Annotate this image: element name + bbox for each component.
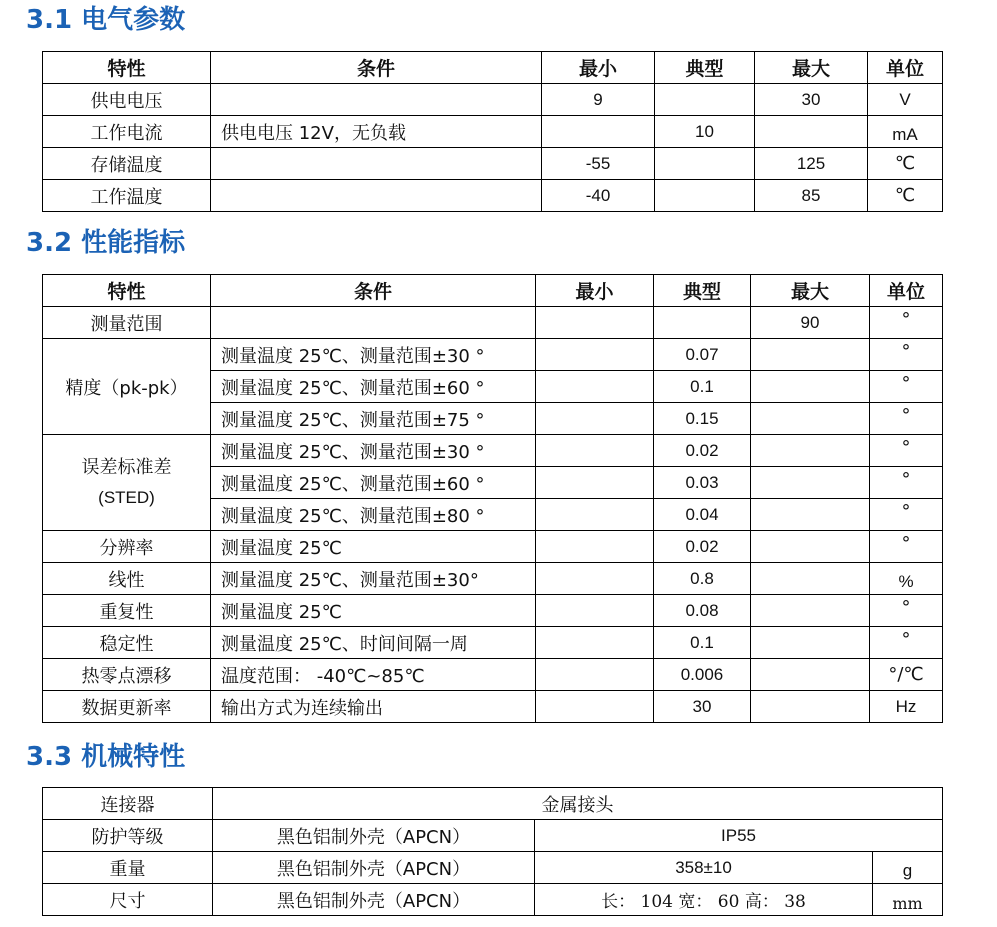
- cell-max: 90: [751, 307, 870, 339]
- cell-condition: 测量温度 25℃、测量范围±30°: [211, 563, 536, 595]
- cell-max: [751, 563, 870, 595]
- cell-unit: %: [870, 563, 943, 595]
- performance-table: [42, 274, 943, 723]
- cell-unit: °: [870, 339, 943, 371]
- cell-value: IP55: [535, 820, 943, 852]
- cell-condition: 温度范围： -40℃~85℃: [211, 659, 536, 691]
- header-max: 最大: [755, 52, 868, 84]
- cell-value: 长： 104 宽： 60 高： 38: [535, 884, 873, 916]
- cell-typ: 10: [655, 116, 755, 148]
- cell-unit: g: [873, 852, 943, 884]
- header-unit: 单位: [870, 275, 943, 307]
- cell-typ: [654, 307, 751, 339]
- cell-typ: [655, 180, 755, 212]
- cell-name: 线性: [43, 563, 211, 595]
- cell-max: [751, 467, 870, 499]
- cell-condition: 黑色铝制外壳（APCN）: [213, 852, 535, 884]
- cell-typ: 0.02: [654, 531, 751, 563]
- cell-max: [755, 116, 868, 148]
- electrical-params-table: [42, 51, 943, 212]
- table-row: [43, 627, 943, 659]
- cell-max: 30: [755, 84, 868, 116]
- table-row: [43, 180, 943, 212]
- cell-min: [536, 595, 654, 627]
- cell-name: 重量: [43, 852, 213, 884]
- cell-name: 分辨率: [43, 531, 211, 563]
- cell-typ: 0.04: [654, 499, 751, 531]
- cell-typ: 0.8: [654, 563, 751, 595]
- cell-min: [536, 691, 654, 723]
- table-row: [43, 884, 943, 916]
- stdev-name-line1: 误差标准差: [81, 456, 172, 478]
- table-row: [43, 148, 943, 180]
- cell-unit: °/℃: [870, 659, 943, 691]
- header-min: 最小: [536, 275, 654, 307]
- cell-name: 工作电流: [43, 116, 211, 148]
- cell-condition: 黑色铝制外壳（APCN）: [213, 820, 535, 852]
- cell-max: [751, 371, 870, 403]
- cell-unit: ℃: [868, 180, 943, 212]
- table-row: [43, 788, 943, 820]
- cell-unit: Hz: [870, 691, 943, 723]
- cell-condition: 输出方式为连续输出: [211, 691, 536, 723]
- cell-typ: [655, 148, 755, 180]
- header-unit: 单位: [868, 52, 943, 84]
- table-row: [43, 84, 943, 116]
- cell-min: [542, 116, 655, 148]
- cell-name: 存储温度: [43, 148, 211, 180]
- cell-typ: 0.006: [654, 659, 751, 691]
- mechanical-table: [42, 787, 943, 916]
- table-row: [43, 339, 943, 371]
- cell-min: [536, 627, 654, 659]
- header-typ: 典型: [655, 52, 755, 84]
- cell-unit: °: [870, 499, 943, 531]
- cell-min: [536, 435, 654, 467]
- cell-typ: 30: [654, 691, 751, 723]
- cell-unit: °: [870, 595, 943, 627]
- cell-min: [536, 307, 654, 339]
- cell-name: 工作温度: [43, 180, 211, 212]
- cell-condition: [211, 307, 536, 339]
- cell-max: [751, 659, 870, 691]
- cell-min: [536, 467, 654, 499]
- cell-condition: [211, 84, 542, 116]
- cell-typ: 0.02: [654, 435, 751, 467]
- header-characteristic: 特性: [43, 275, 211, 307]
- cell-typ: 0.1: [654, 371, 751, 403]
- cell-value: 358±10: [535, 852, 873, 884]
- cell-unit: mA: [868, 116, 943, 148]
- cell-min: -40: [542, 180, 655, 212]
- cell-name: [43, 435, 211, 531]
- cell-typ: 0.03: [654, 467, 751, 499]
- table-row: [43, 435, 943, 467]
- cell-max: [751, 531, 870, 563]
- cell-min: [536, 531, 654, 563]
- cell-max: [751, 403, 870, 435]
- cell-condition: 测量温度 25℃、时间间隔一周: [211, 627, 536, 659]
- cell-condition: 测量温度 25℃: [211, 595, 536, 627]
- section-title-performance: 3.2 性能指标: [26, 228, 186, 258]
- cell-unit: ℃: [868, 148, 943, 180]
- section-title-mechanical: 3.3 机械特性: [26, 742, 186, 772]
- cell-condition: 测量温度 25℃、测量范围±75 °: [211, 403, 536, 435]
- cell-unit: °: [870, 307, 943, 339]
- table-row: [43, 307, 943, 339]
- cell-typ: 0.08: [654, 595, 751, 627]
- cell-unit: V: [868, 84, 943, 116]
- table-header-row: [43, 275, 943, 307]
- table-row: [43, 563, 943, 595]
- header-condition: 条件: [211, 275, 536, 307]
- cell-condition: 测量温度 25℃、测量范围±60 °: [211, 467, 536, 499]
- cell-condition: 测量温度 25℃、测量范围±80 °: [211, 499, 536, 531]
- cell-max: [751, 339, 870, 371]
- header-condition: 条件: [211, 52, 542, 84]
- cell-condition: [211, 180, 542, 212]
- table-row: [43, 531, 943, 563]
- cell-condition: 测量温度 25℃、测量范围±30 °: [211, 435, 536, 467]
- cell-condition: [211, 148, 542, 180]
- cell-unit: °: [870, 403, 943, 435]
- table-row: [43, 116, 943, 148]
- cell-min: [536, 371, 654, 403]
- cell-condition: 测量温度 25℃、测量范围±60 °: [211, 371, 536, 403]
- header-min: 最小: [542, 52, 655, 84]
- cell-unit: °: [870, 467, 943, 499]
- cell-unit: °: [870, 435, 943, 467]
- cell-max: [751, 595, 870, 627]
- cell-max: [751, 435, 870, 467]
- header-characteristic: 特性: [43, 52, 211, 84]
- cell-unit: °: [870, 371, 943, 403]
- cell-min: [536, 659, 654, 691]
- stdev-name-line2: (STED): [98, 487, 155, 507]
- table-row: [43, 595, 943, 627]
- header-max: 最大: [751, 275, 870, 307]
- cell-max: 125: [755, 148, 868, 180]
- cell-unit: °: [870, 627, 943, 659]
- cell-name: 精度（pk-pk）: [43, 339, 211, 435]
- cell-name: 防护等级: [43, 820, 213, 852]
- cell-unit: mm: [873, 884, 943, 916]
- cell-name: 稳定性: [43, 627, 211, 659]
- cell-min: [536, 403, 654, 435]
- cell-max: 85: [755, 180, 868, 212]
- cell-name: 热零点漂移: [43, 659, 211, 691]
- cell-min: 9: [542, 84, 655, 116]
- cell-typ: 0.1: [654, 627, 751, 659]
- table-header-row: [43, 52, 943, 84]
- cell-max: [751, 627, 870, 659]
- cell-name: 重复性: [43, 595, 211, 627]
- cell-max: [751, 499, 870, 531]
- table-row: [43, 852, 943, 884]
- table-row: [43, 820, 943, 852]
- cell-name: 数据更新率: [43, 691, 211, 723]
- section-title-electrical: 3.1 电气参数: [26, 5, 186, 35]
- table-row: [43, 691, 943, 723]
- cell-value: 金属接头: [213, 788, 943, 820]
- cell-condition: 测量温度 25℃: [211, 531, 536, 563]
- cell-condition: 供电电压 12V，无负载: [211, 116, 542, 148]
- table-row: [43, 659, 943, 691]
- cell-typ: [655, 84, 755, 116]
- cell-name: 测量范围: [43, 307, 211, 339]
- header-typ: 典型: [654, 275, 751, 307]
- cell-min: -55: [542, 148, 655, 180]
- cell-max: [751, 691, 870, 723]
- cell-min: [536, 499, 654, 531]
- cell-condition: 黑色铝制外壳（APCN）: [213, 884, 535, 916]
- cell-typ: 0.07: [654, 339, 751, 371]
- cell-name: 尺寸: [43, 884, 213, 916]
- cell-name: 连接器: [43, 788, 213, 820]
- cell-unit: °: [870, 531, 943, 563]
- cell-min: [536, 339, 654, 371]
- cell-condition: 测量温度 25℃、测量范围±30 °: [211, 339, 536, 371]
- cell-min: [536, 563, 654, 595]
- cell-typ: 0.15: [654, 403, 751, 435]
- cell-name: 供电电压: [43, 84, 211, 116]
